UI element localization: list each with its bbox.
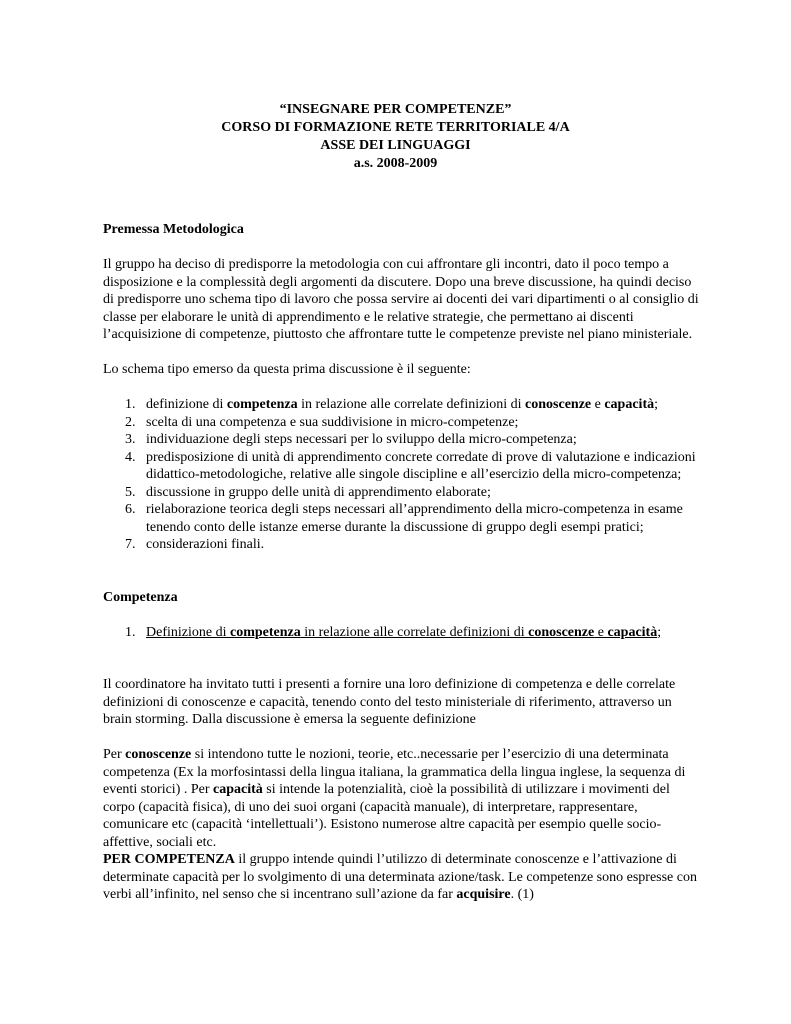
section-heading-premessa: Premessa Metodologica bbox=[103, 222, 244, 237]
document-body bbox=[103, 221, 703, 904]
list-item: 5. discussione in gruppo delle unità di apprendimento elaborate; bbox=[125, 484, 491, 500]
header-course: CORSO DI FORMAZIONE RETE TERRITORIALE 4/A bbox=[221, 120, 570, 135]
paragraph-per-competenza: PER COMPETENZA il gruppo intende quindi l’utilizzo di determinate conoscenze e l’attivazione di determinate capacità per lo svolgimento di una determinata azione/task. Le competenze sono espresse con verbi all’infinito, nel senso che si incentrano sull’azione da far acquisire. (1) bbox=[103, 852, 697, 902]
header-axis: ASSE DEI LINGUAGGI bbox=[320, 138, 471, 153]
paragraph-schema-intro: Lo schema tipo emerso da questa prima discussione è il seguente: bbox=[103, 362, 471, 377]
paragraph-premessa: Il gruppo ha deciso di predisporre la metodologia con cui affrontare gli incontri, dato il poco tempo a disposizione e la complessità degli argomenti da discutere. Dopo una breve discussione, ha quindi deciso di predisporre uno schema tipo di lavoro che possa servire ai docenti dei vari dipartimenti o al consiglio di classe per elaborare le unità di apprendimento e le relative strategie, che permettano ai discenti l’acquisizione di competenze, piuttosto che affrontare tutte le competenze previste nel piano ministeriale. bbox=[103, 257, 699, 342]
header-school-year: a.s. 2008-2009 bbox=[353, 156, 438, 171]
list-item: 2. scelta di una competenza e sua suddivisione in micro-competenze; bbox=[125, 414, 519, 430]
list-item: 1. definizione di competenza in relazione alle correlate definizioni di conoscenze e capacità; bbox=[125, 397, 658, 412]
section-heading-competenza: Competenza bbox=[103, 589, 178, 605]
header-title: “INSEGNARE PER COMPETENZE” bbox=[279, 102, 512, 117]
list-item: 6. rielaborazione teorica degli steps necessari all’apprendimento della micro-competenza in esame tenendo conto delle istanze emerse durante la discussione di gruppo degli esempi pratici; bbox=[125, 502, 683, 535]
document-header bbox=[0, 101, 791, 173]
steps-list bbox=[103, 396, 703, 554]
paragraph-conoscenze-capacita: Per conoscenze si intendono tutte le nozioni, teorie, etc..necessarie per l’esercizio di una determinata competenza (Ex la morfosintassi della lingua italiana, la grammatica della lingua inglese, la sequenza di eventi storici) . Per capacità si intende la potenzialità, cioè la possibilità di utilizzare i movimenti del corpo (capacità fisica), di uno dei suoi organi (capacità manuale), di interpretare, rappresentare, comunicare etc (capacità ‘intellettuali’). Esistono numerose altre capacità per esempio quelle socio-affettive, sociali etc. bbox=[103, 747, 686, 850]
subsection-definition: 1. Definizione di competenza in relazione alle correlate definizioni di conoscenze e capacità; bbox=[125, 624, 662, 640]
list-item: 4. predisposizione di unità di apprendimento concrete corredate di prove di valutazione e indicazioni didattico-metodologiche, relative alle singole discipline e all’esercizio della micro-competenza; bbox=[125, 449, 696, 482]
paragraph-coordinatore: Il coordinatore ha invitato tutti i presenti a fornire una loro definizione di competenza e delle correlate definizioni di conoscenze e capacità, tenendo conto del testo ministeriale di riferimento, attraverso un brain storming. Dalla discussione è emersa la seguente definizione bbox=[103, 677, 676, 727]
list-item: 7. considerazioni finali. bbox=[125, 537, 265, 552]
list-item: 3. individuazione degli steps necessari per lo sviluppo della micro-competenza; bbox=[125, 432, 577, 447]
